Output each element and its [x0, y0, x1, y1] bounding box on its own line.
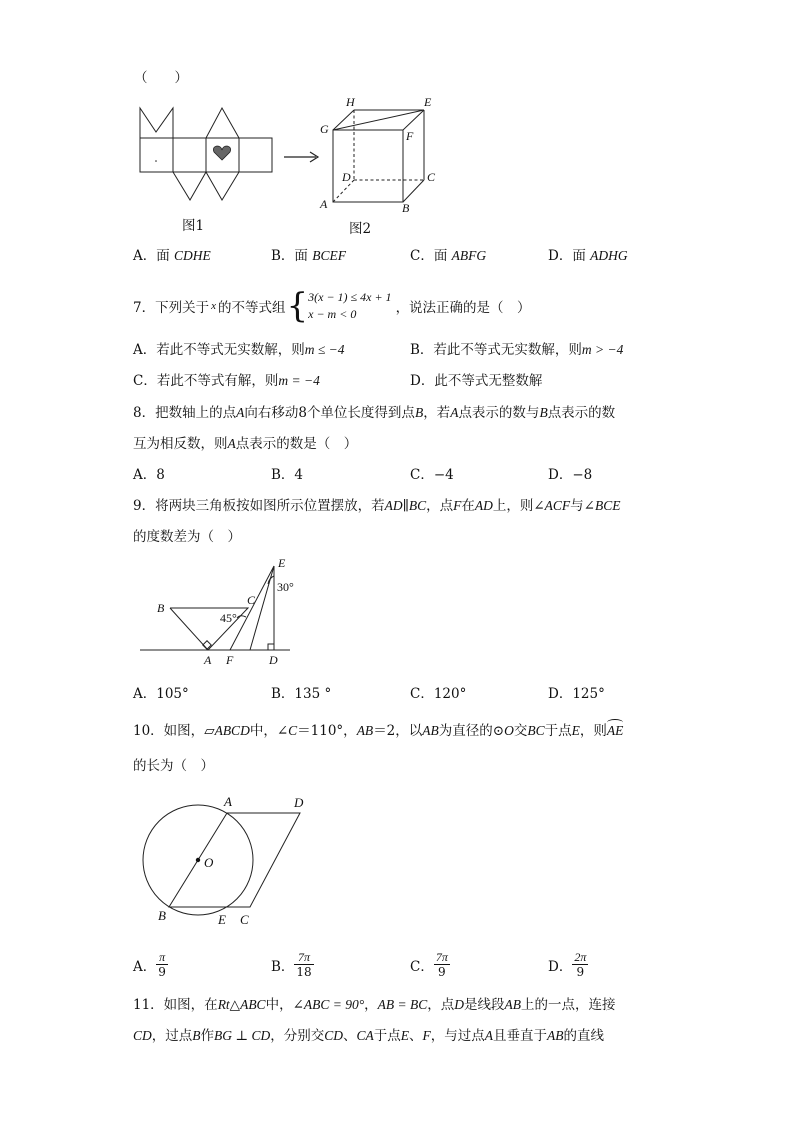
cube-label-g: G [320, 122, 329, 136]
q6-figure2-caption: 图2 [349, 221, 372, 237]
heart-icon [213, 146, 230, 160]
q10-label-c: C [240, 912, 249, 927]
q7-stem: 7．下列关于 x 的不等式组 { 3(x − 1) ≤ 4x + 1 x − m < 0 ，说法正确的是（ ） [133, 286, 531, 326]
q7-option-d[interactable]: D．此不等式无整数解 [410, 373, 543, 389]
q9-label-45deg: 45° [220, 611, 237, 625]
q8-option-d[interactable]: D．−8 [548, 467, 593, 483]
q10-option-d[interactable]: D． $\frac{2\pi}{9}$ [548, 950, 587, 979]
q6-figure1-caption: 图1 [182, 218, 205, 234]
q6-figure2-cube [316, 92, 444, 214]
q6-option-a[interactable]: A．面 CDHE [133, 248, 211, 264]
q9-label-f: F [226, 653, 234, 667]
q9-option-b[interactable]: B．135 ° [271, 686, 332, 702]
q10-stem-line1: 10．如图，▱ABCD中，∠C＝110°，AB＝2，以AB为直径的⊙O交BC于点E，则 AE [133, 719, 623, 739]
cube-label-b: B [402, 201, 410, 214]
q9-figure-triangles [138, 556, 298, 668]
q7-inequality-system: 3(x − 1) ≤ 4x + 1 x − m < 0 [308, 290, 392, 321]
q9-stem-line1: 9．将两块三角板按如图所示位置摆放，若AD∥BC，点F在AD上，则∠ACF与∠BCE [133, 498, 621, 514]
q9-option-c[interactable]: C．120° [410, 686, 467, 702]
q8-stem-line2: 互为相反数，则A点表示的数是（ ） [133, 436, 358, 452]
q10-label-a: A [224, 794, 232, 809]
q6-option-c[interactable]: C．面 ABFG [410, 248, 487, 264]
q9-label-e: E [278, 556, 286, 570]
q10-label-o: O [204, 855, 214, 870]
q10-option-b[interactable]: B． $\frac{7\pi}{18}$ [271, 950, 312, 979]
q10-label-d: D [294, 795, 304, 810]
q11-stem-line1: 11．如图，在Rt△ABC中，∠ABC = 90°，AB = BC，点D是线段AB上的一点，连接 [133, 997, 616, 1013]
cube-label-e: E [424, 95, 432, 109]
q10-figure-circle-parallelogram [138, 790, 318, 930]
q7-option-a[interactable]: A．若此不等式无实数解，则m ≤ −4 [133, 342, 345, 358]
cube-label-h: H [346, 95, 355, 109]
q6-option-d[interactable]: D．面 ADHG [548, 248, 628, 264]
q9-stem-line2: 的度数差为（ ） [133, 529, 241, 545]
q9-label-30deg: 30° [277, 580, 294, 594]
q10-stem-line2: 的长为（ ） [133, 758, 214, 774]
q10-option-c[interactable]: C． $\frac{7\pi}{9}$ [410, 950, 448, 979]
q10-label-e: E [218, 912, 226, 927]
cube-label-a: A [320, 197, 328, 211]
arc-ae: AE [607, 723, 624, 739]
q7-option-b[interactable]: B．若此不等式无实数解，则m > −4 [410, 342, 624, 358]
q9-label-b: B [157, 601, 165, 615]
cube-label-d: D [342, 170, 351, 184]
q9-label-c: C [247, 593, 256, 607]
q10-label-b: B [158, 908, 166, 923]
q9-option-d[interactable]: D．125° [548, 686, 605, 702]
q9-option-a[interactable]: A．105° [133, 686, 189, 702]
q8-stem-line1: 8．把数轴上的点A向右移动8个单位长度得到点B，若A点表示的数与B点表示的数 [133, 405, 616, 421]
q11-stem-line2: CD，过点B作BG ⊥ CD，分别交CD、CA于点E、F，与过点A且垂直于AB的直线 [133, 1028, 604, 1044]
q8-option-b[interactable]: B．4 [271, 467, 304, 483]
cube-label-c: C [427, 170, 436, 184]
q7-option-c[interactable]: C．若此不等式有解，则m = −4 [133, 373, 320, 389]
q9-label-d: D [269, 653, 278, 667]
q8-option-a[interactable]: A．8 [133, 467, 165, 483]
q9-label-a: A [204, 653, 212, 667]
q10-option-a[interactable]: A． $\frac{\pi}{9}$ [133, 950, 166, 979]
q8-option-c[interactable]: C．−4 [410, 467, 454, 483]
q6-figure1-net [138, 104, 278, 204]
cube-label-f: F [406, 129, 414, 143]
q6-answer-paren: （ ） [134, 70, 188, 86]
q6-option-b[interactable]: B．面 BCEF [271, 248, 346, 264]
